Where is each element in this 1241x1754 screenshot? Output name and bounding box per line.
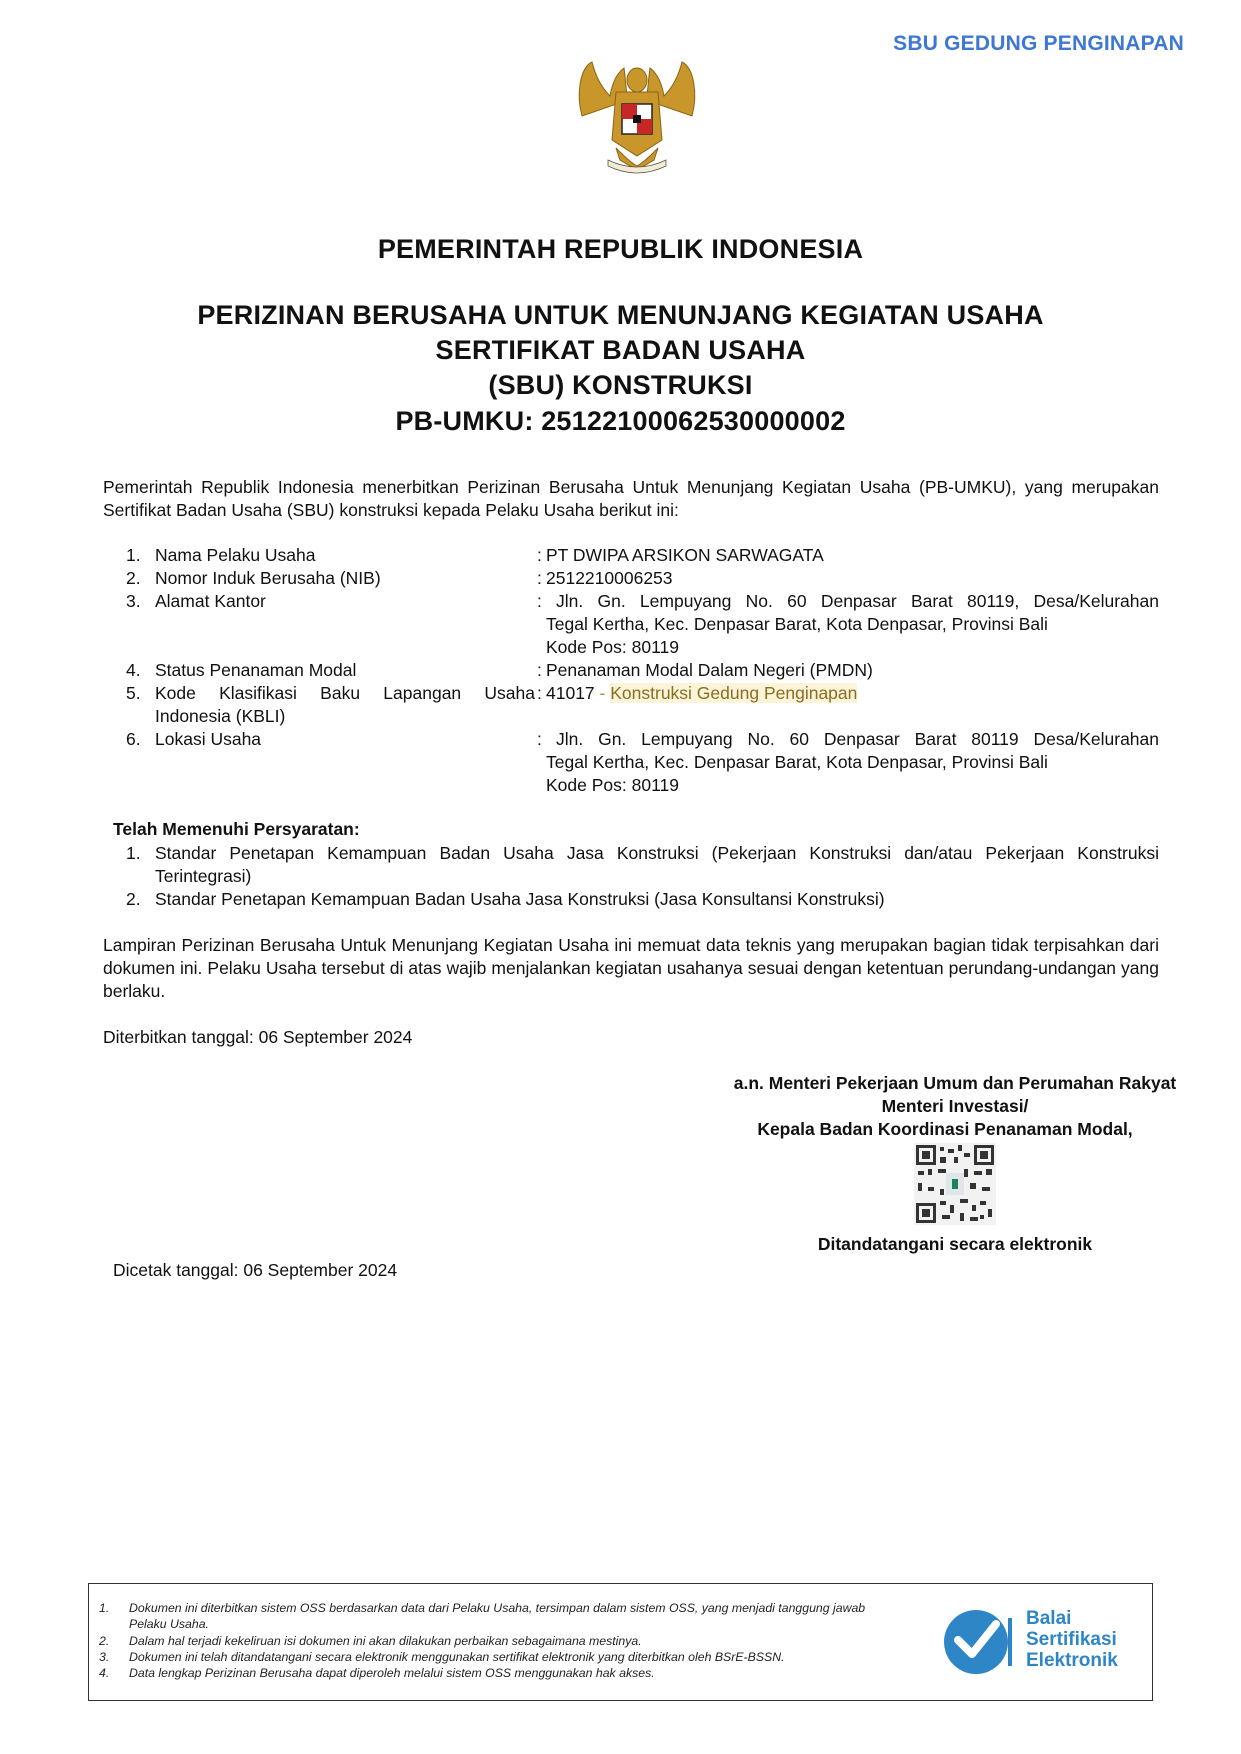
signature-line3: Kepala Badan Koordinasi Penanaman Modal, xyxy=(757,1119,1133,1139)
bse-logo-text: Balai Sertifikasi Elektronik xyxy=(1026,1608,1118,1671)
field-label: Status Penanaman Modal xyxy=(155,660,357,680)
field-label-line1: Kode Klasifikasi Baku Lapangan Usaha xyxy=(155,683,535,703)
signature-line1: a.n. Menteri Pekerjaan Umum dan Perumahan Rakyat xyxy=(733,1073,1177,1093)
closing-paragraph: Lampiran Perizinan Berusaha Untuk Menunjang Kegiatan Usaha ini memuat data teknis yang merupakan bagian tidak terpisahkan dari dokumen ini. Pelaku Usaha tersebut di atas wajib menjalankan kegiatan usahanya sesuai dengan ketentuan perundang-undangan yang berlaku. xyxy=(103,935,1159,1001)
requirement-text: Standar Penetapan Kemampuan Badan Usaha Jasa Konstruksi (Pekerjaan Konstruksi dan/atau Pekerjaan Konstruksi Terintegrasi) xyxy=(155,843,1159,886)
field-value-line3: Kode Pos: 80119 xyxy=(546,775,679,795)
field-number: 6. xyxy=(126,729,141,749)
field-number: 3. xyxy=(126,591,141,611)
field-colon: : xyxy=(537,660,542,680)
balai-sertifikasi-elektronik-logo-icon xyxy=(938,1600,1022,1684)
document-tag: SBU GEDUNG PENGINAPAN xyxy=(893,32,1184,55)
electronic-signature-note: Ditandatangani secara elektronik xyxy=(817,1234,1093,1254)
field-value-line3: Kode Pos: 80119 xyxy=(546,637,679,657)
footer-note: 4. Data lengkap Perizinan Berusaha dapat diperoleh melalui sistem OSS menggunakan hak akses. xyxy=(99,1666,655,1681)
requirement-number: 1. xyxy=(126,843,141,863)
intro-paragraph: Pemerintah Republik Indonesia menerbitkan Perizinan Berusaha Untuk Menunjang Kegiatan Usaha (PB-UMKU), yang merupakan Sertifikat Badan Usaha (SBU) konstruksi kepada Pelaku Usaha berikut ini: xyxy=(103,477,1159,520)
garuda-pancasila-emblem-icon xyxy=(572,56,702,174)
printed-date: Dicetak tanggal: 06 September 2024 xyxy=(113,1260,398,1280)
issued-date: Diterbitkan tanggal: 06 September 2024 xyxy=(103,1027,413,1047)
kbli-dash: - xyxy=(599,683,606,703)
field-number: 5. xyxy=(126,683,141,703)
bse-logo xyxy=(938,1598,1138,1686)
field-colon: : xyxy=(537,545,542,565)
field-label: Nama Pelaku Usaha xyxy=(155,545,316,565)
permit-title-line3: (SBU) KONSTRUKSI xyxy=(488,370,753,400)
requirement-text: Standar Penetapan Kemampuan Badan Usaha Jasa Konstruksi (Jasa Konsultansi Konstruksi) xyxy=(155,889,885,909)
footer-notes-list xyxy=(99,1600,959,1681)
government-title: PEMERINTAH REPUBLIK INDONESIA xyxy=(377,234,864,264)
field-colon: : xyxy=(537,729,542,749)
requirement-number: 2. xyxy=(126,889,141,909)
footer-note: 1. Dokumen ini diterbitkan sistem OSS berdasarkan data dari Pelaku Usaha, tersimpan dalam sistem OSS, yang menjadi tanggung jawab Pelaku Usaha. xyxy=(99,1601,866,1632)
permit-title-line2: SERTIFIKAT BADAN USAHA xyxy=(435,335,806,365)
field-number: 2. xyxy=(126,568,141,588)
field-value: 2512210006253 xyxy=(546,568,673,588)
field-label-line2: Indonesia (KBLI) xyxy=(155,706,286,726)
qr-code-icon xyxy=(914,1143,996,1225)
field-value: PT DWIPA ARSIKON SARWAGATA xyxy=(546,545,824,565)
permit-number: PB-UMKU: 25122100062530000002 xyxy=(395,406,846,436)
field-value-line2: Tegal Kertha, Kec. Denpasar Barat, Kota Denpasar, Provinsi Bali xyxy=(546,614,1048,634)
field-value-line2: Tegal Kertha, Kec. Denpasar Barat, Kota Denpasar, Provinsi Bali xyxy=(546,752,1048,772)
footer-note: 3. Dokumen ini telah ditandatangani secara elektronik menggunakan sertifikat elektronik yang diterbitkan oleh BSrE-BSSN. xyxy=(99,1649,785,1664)
field-number: 1. xyxy=(126,545,141,565)
field-colon: : xyxy=(537,683,542,703)
signature-line2: Menteri Investasi/ xyxy=(881,1096,1029,1116)
field-colon: : xyxy=(537,591,542,611)
field-label: Alamat Kantor xyxy=(155,591,266,611)
permit-title-line1: PERIZINAN BERUSAHA UNTUK MENUNJANG KEGIATAN USAHA xyxy=(197,300,1044,330)
kbli-code: 41017 xyxy=(546,683,595,703)
field-value-kbli xyxy=(546,682,1159,705)
field-value: Penanaman Modal Dalam Negeri (PMDN) xyxy=(546,660,873,680)
requirements-title: Telah Memenuhi Persyaratan: xyxy=(113,819,360,839)
field-value-line1: Jln. Gn. Lempuyang No. 60 Denpasar Barat 80119 Desa/Kelurahan xyxy=(556,729,1159,749)
kbli-description: Konstruksi Gedung Penginapan xyxy=(610,683,858,703)
field-label: Nomor Induk Berusaha (NIB) xyxy=(155,568,381,588)
footer-notes-box xyxy=(88,1583,1153,1701)
field-number: 4. xyxy=(126,660,141,680)
field-value-line1: Jln. Gn. Lempuyang No. 60 Denpasar Barat 80119, Desa/Kelurahan xyxy=(556,591,1159,611)
field-label: Lokasi Usaha xyxy=(155,729,262,749)
field-colon: : xyxy=(537,568,542,588)
footer-note: 2. Dalam hal terjadi kekeliruan isi dokumen ini akan dilakukan perbaikan sebagaimana mestinya. xyxy=(99,1633,642,1648)
